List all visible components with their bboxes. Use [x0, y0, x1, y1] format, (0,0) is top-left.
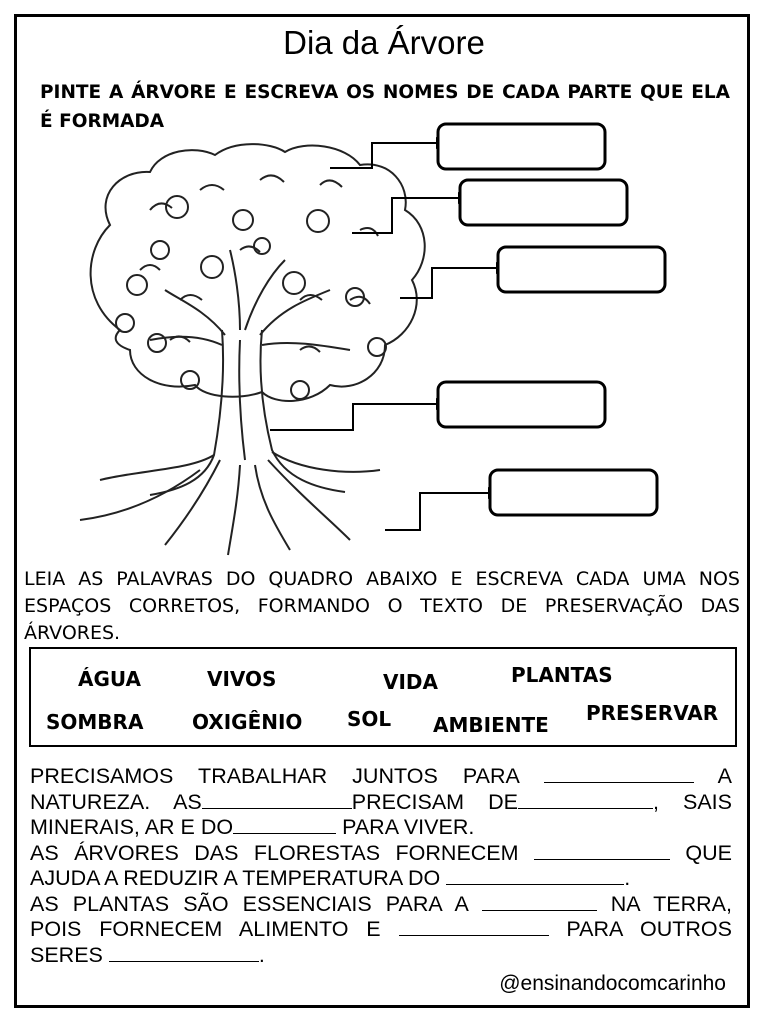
word-bank-item: PLANTAS [511, 663, 613, 687]
word-bank-item: ÁGUA [78, 667, 141, 691]
text-line: AS PLANTAS SÃO ESSENCIAIS PARA A NA TERRA, [30, 891, 732, 916]
blank-field[interactable] [446, 866, 624, 885]
blank-field[interactable] [202, 790, 352, 809]
text-line: AJUDA A REDUZIR A TEMPERATURA DO . [30, 866, 631, 890]
text-line: POIS FORNECEM ALIMENTO E PARA OUTROS [30, 917, 732, 941]
word-bank-box [29, 647, 737, 747]
fill-in-text [30, 764, 732, 968]
answer-box-1[interactable] [438, 124, 605, 169]
instruction-paragraph: LEIA AS PALAVRAS DO QUADRO ABAIXO E ESCREVA CADA UMA NOS ESPAÇOS CORRETOS, FORMANDO O TEXTO DE PRESERVAÇÃO DAS ÁRVORES. [24, 568, 740, 644]
word-bank-item: AMBIENTE [433, 713, 549, 737]
word-bank-item: OXIGÊNIO [192, 710, 303, 734]
answer-box-3[interactable] [498, 247, 665, 292]
word-bank-item: VIDA [383, 670, 438, 694]
instruction-text: PINTE A ÁRVORE E ESCREVA OS NOMES DE CADA PARTE QUE ELA É FORMADA [40, 82, 730, 132]
text-line: AS ÁRVORES DAS FLORESTAS FORNECEM QUE [30, 840, 732, 865]
text-line: MINERAIS, AR E DO PARA VIVER. [30, 815, 475, 839]
blank-field[interactable] [534, 841, 670, 860]
word-bank-item: SOMBRA [46, 710, 144, 734]
answer-box-4[interactable] [438, 382, 605, 427]
text-line: NATUREZA. AS PRECISAM DE , SAIS [30, 789, 732, 814]
author-handle: @ensinandocomcarinho [499, 972, 726, 995]
word-bank-item: SOL [347, 707, 392, 731]
blank-field[interactable] [399, 917, 549, 936]
blank-field[interactable] [109, 943, 259, 962]
text-line: PRECISAMOS TRABALHAR JUNTOS PARA A [30, 764, 732, 788]
answer-box-2[interactable] [460, 180, 627, 225]
blank-field[interactable] [233, 815, 336, 834]
page-title: Dia da Árvore [283, 24, 485, 61]
word-bank-item: PRESERVAR [586, 701, 719, 725]
text-line: SERES . [30, 942, 265, 967]
blank-field[interactable] [518, 790, 653, 809]
answer-box-5[interactable] [490, 470, 657, 515]
blank-field[interactable] [544, 764, 694, 783]
word-bank-item: VIVOS [207, 667, 277, 691]
blank-field[interactable] [482, 892, 597, 911]
